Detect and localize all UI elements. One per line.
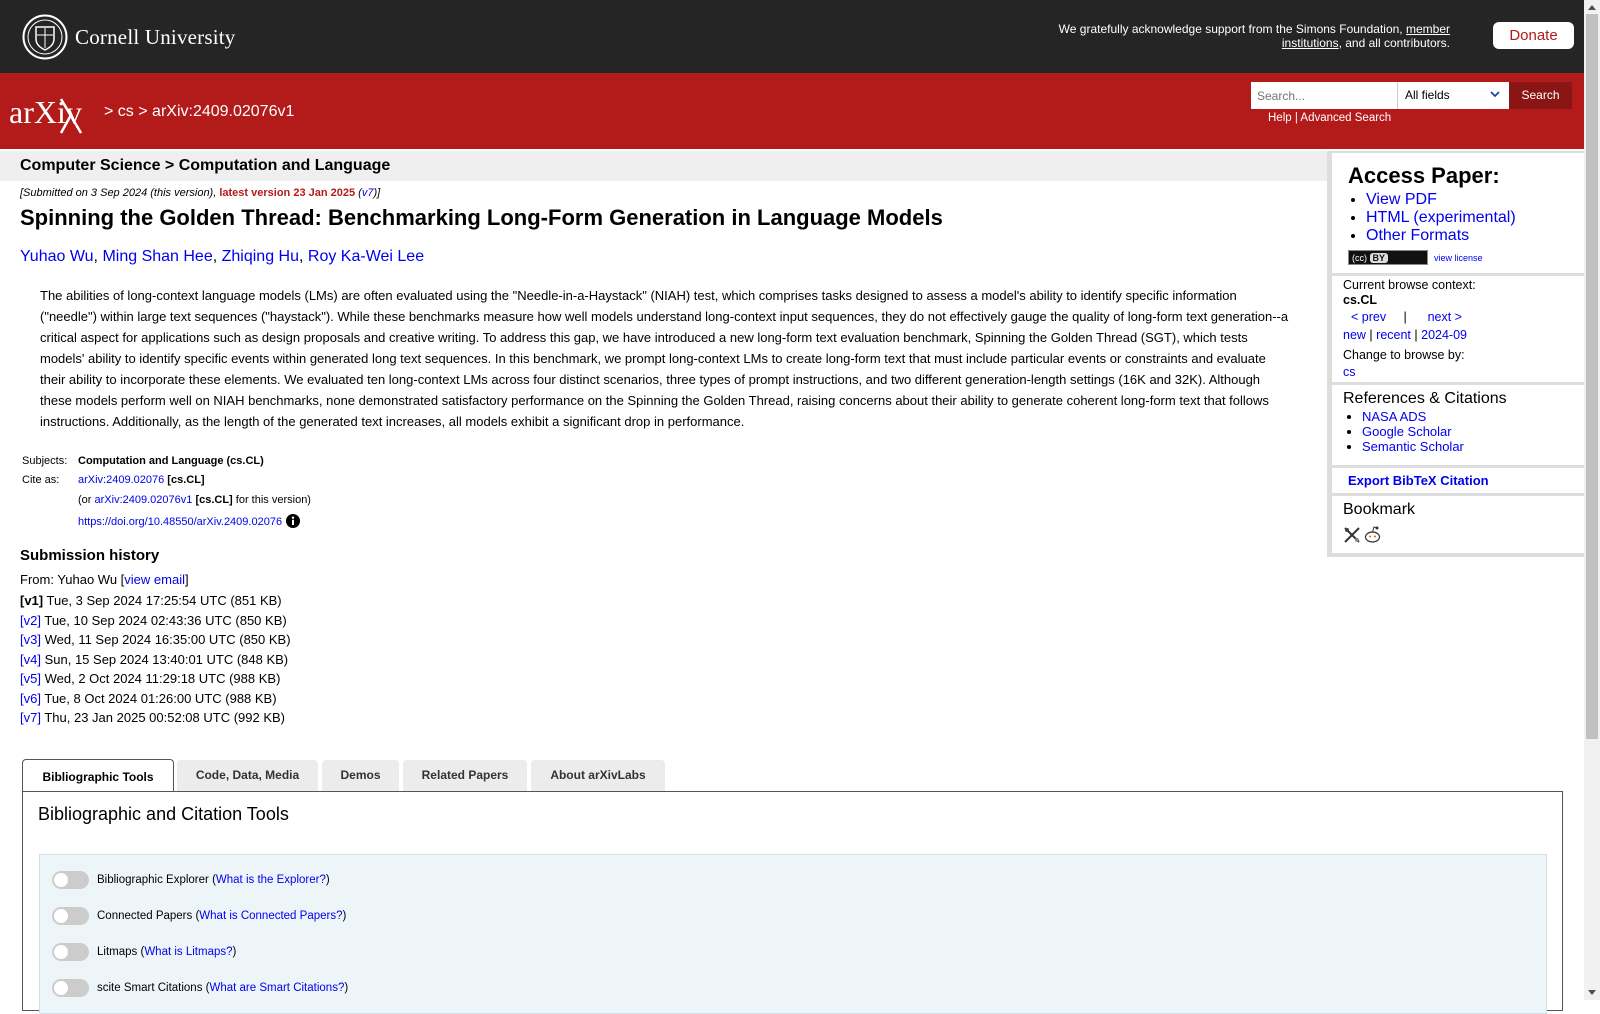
bibsonomy-icon[interactable] bbox=[1343, 526, 1361, 544]
license-row bbox=[1348, 250, 1483, 265]
version-link[interactable]: [v7] bbox=[20, 710, 41, 725]
version-link[interactable]: [v2] bbox=[20, 612, 41, 628]
tool-row: Connected Papers ( What is Connected Papers? ) bbox=[52, 907, 346, 925]
export-box bbox=[1332, 468, 1585, 493]
access-paper-box bbox=[1332, 153, 1585, 273]
browse-cs-link[interactable]: cs bbox=[1343, 365, 1356, 379]
author-link[interactable]: Zhiqing Hu bbox=[221, 248, 299, 265]
nasa-ads-link[interactable]: NASA ADS bbox=[1362, 409, 1427, 424]
google-scholar-link[interactable]: Google Scholar bbox=[1362, 424, 1452, 439]
version-link[interactable]: [v4] bbox=[20, 651, 41, 667]
category-header bbox=[0, 151, 1327, 181]
search-button[interactable]: Search bbox=[1509, 82, 1572, 109]
submission-note: [Submitted on 3 Sep 2024 (this version), latest version 23 Jan 2025 (v7)] bbox=[20, 187, 381, 199]
latest-version-link[interactable]: v7 bbox=[361, 187, 374, 199]
bookmark-title: Bookmark bbox=[1343, 501, 1416, 518]
tool-info-link[interactable]: What is Litmaps? bbox=[144, 946, 233, 958]
scroll-up-icon[interactable] bbox=[1588, 5, 1596, 10]
cornell-seal-icon bbox=[22, 14, 68, 60]
tab-panel bbox=[22, 791, 1563, 1011]
cornell-logo[interactable] bbox=[22, 14, 236, 60]
other-formats-link[interactable]: Other Formats bbox=[1366, 227, 1470, 244]
references-box bbox=[1332, 385, 1585, 465]
version-item: [v1] Tue, 3 Sep 2024 17:25:54 UTC (851 KB) bbox=[20, 593, 282, 608]
view-pdf-link[interactable]: View PDF bbox=[1366, 191, 1437, 208]
version-item: [v3] Wed, 11 Sep 2024 16:35:00 UTC (850 KB) bbox=[20, 632, 291, 647]
help-link[interactable]: Help bbox=[1268, 112, 1292, 124]
access-paper-title: Access Paper: bbox=[1348, 163, 1500, 188]
author-link[interactable]: Roy Ka-Wei Lee bbox=[307, 248, 425, 265]
prev-link[interactable]: < prev bbox=[1351, 310, 1387, 324]
version-item: [v5] Wed, 2 Oct 2024 11:29:18 UTC (988 KB) bbox=[20, 671, 281, 686]
tool-info-link[interactable]: What are Smart Citations? bbox=[209, 982, 345, 994]
bookmark-box bbox=[1332, 496, 1585, 553]
export-bibtex-link[interactable]: Export BibTeX Citation bbox=[1348, 473, 1489, 488]
tools-list bbox=[39, 854, 1547, 1014]
version-item: [v6] Tue, 8 Oct 2024 01:26:00 UTC (988 KB) bbox=[20, 690, 277, 706]
latest-version: latest version 23 Jan 2025 bbox=[219, 187, 356, 199]
html-link[interactable]: HTML (experimental) bbox=[1366, 209, 1516, 226]
scroll-thumb[interactable] bbox=[1586, 14, 1598, 739]
cite-id-link[interactable]: arXiv:2409.02076 bbox=[78, 474, 165, 486]
tab-demos[interactable]: Demos bbox=[322, 760, 399, 791]
scroll-down-icon[interactable] bbox=[1588, 990, 1596, 995]
references-title: References & Citations bbox=[1343, 390, 1507, 407]
author-link[interactable]: Ming Shan Hee bbox=[102, 248, 213, 265]
arxiv-logo-text: arXiv bbox=[9, 94, 82, 130]
advanced-search-link[interactable]: Advanced Search bbox=[1300, 112, 1392, 124]
toggle-switch[interactable] bbox=[52, 907, 89, 925]
view-email-link[interactable]: view email bbox=[124, 572, 185, 587]
sidebar bbox=[1327, 151, 1585, 557]
page-scrollbar[interactable] bbox=[1584, 0, 1600, 1000]
version-item: [v4] Sun, 15 Sep 2024 13:40:01 UTC (848 KB) bbox=[20, 651, 289, 667]
cc-by-badge[interactable]: (cc) BY bbox=[1348, 250, 1428, 265]
version-item: [v7] Thu, 23 Jan 2025 00:52:08 UTC (992 KB) bbox=[20, 710, 286, 725]
recent-link[interactable]: recent bbox=[1376, 328, 1411, 342]
next-link[interactable]: next > bbox=[1427, 310, 1462, 324]
panel-title: Bibliographic and Citation Tools bbox=[38, 804, 289, 824]
chevron-down-icon bbox=[1489, 88, 1501, 100]
tool-info-link[interactable]: What is the Explorer? bbox=[215, 874, 326, 886]
abstract: The abilities of long-context language models (LMs) are often evaluated using the "Needle-in-a-Haystack" (NIAH) test, which comprises tasks designed to assess a model's ability to identify specific information ("needle") within large text sequences ("haystack"). While these benchmarks measure how well models understand long-context input sequences, they do not effectively gauge the quality of long-form text generation--a critical aspect for applications such as design proposals and creative writing. To address this gap, we have introduced a new long-form text evaluation benchmark, Spinning the Golden Thread (SGT), which tests models' ability to identify specific events within generated long text sequences. In this benchmark, we prompt long-context LMs to create long-form text that must include particular events or constraints and evaluate their ability to incorporate these elements. We evaluated ten long-context LMs across four distinct scenarios, three types of prompt instructions, and two different generation-length settings (16K and 32K). Although these models perform well on NIAH benchmarks, none demonstrated satisfactory performance on the Spinning the Golden Thread, raising concerns about their ability to generate coherent long-form text that follows instructions. Additionally, as the length of the generated text increases, all models exhibit a significant drop in performance. bbox=[40, 288, 1289, 429]
tool-row: Litmaps ( What is Litmaps? ) bbox=[52, 943, 236, 961]
subjects-value: Computation and Language (cs.CL) bbox=[78, 455, 264, 467]
submission-history-title: Submission history bbox=[20, 547, 160, 564]
member-institutions-link[interactable]: member institutions bbox=[1281, 22, 1450, 50]
author-list: Yuhao Wu, Ming Shan Hee, Zhiqing Hu, Roy Ka-Wei Lee bbox=[20, 248, 425, 265]
cite-version-link[interactable]: arXiv:2409.02076v1 bbox=[94, 494, 193, 506]
reddit-icon[interactable] bbox=[1363, 525, 1382, 544]
doi-link[interactable]: https://doi.org/10.48550/arXiv.2409.02076 bbox=[78, 516, 283, 528]
tab-code-data-media[interactable]: Code, Data, Media bbox=[177, 760, 318, 791]
version-item: [v2] Tue, 10 Sep 2024 02:43:36 UTC (850 KB) bbox=[20, 612, 287, 628]
info-icon[interactable] bbox=[286, 514, 300, 528]
version-link[interactable]: [v6] bbox=[20, 690, 41, 706]
search-field-select[interactable]: All fields bbox=[1397, 82, 1509, 109]
view-license-link[interactable]: view license bbox=[1434, 252, 1483, 263]
tab-bibliographic-tools[interactable]: Bibliographic Tools bbox=[22, 759, 174, 792]
donate-button[interactable]: Donate bbox=[1493, 22, 1574, 49]
top-banner bbox=[0, 0, 1584, 73]
submitter: From: Yuhao Wu [view email] bbox=[20, 572, 189, 587]
breadcrumb-cs[interactable]: cs bbox=[117, 103, 134, 120]
breadcrumb: > cs > arXiv:2409.02076v1 bbox=[104, 103, 295, 120]
toggle-switch[interactable] bbox=[52, 979, 89, 997]
prev-next-row: < prev | next > bbox=[1351, 310, 1462, 324]
browse-links-row: new | recent | 2024-09 bbox=[1343, 328, 1467, 342]
help-links: Help | Advanced Search bbox=[1268, 112, 1392, 124]
paper-title: Spinning the Golden Thread: Benchmarking Long-Form Generation in Language Models bbox=[20, 205, 943, 230]
arxiv-header bbox=[0, 73, 1584, 149]
toggle-switch[interactable] bbox=[52, 943, 89, 961]
tab-related-papers[interactable]: Related Papers bbox=[403, 760, 527, 791]
tool-row: scite Smart Citations ( What are Smart Citations? ) bbox=[52, 979, 348, 997]
arxiv-logo[interactable] bbox=[9, 93, 101, 135]
semantic-scholar-link[interactable]: Semantic Scholar bbox=[1362, 439, 1464, 454]
new-link[interactable]: new bbox=[1343, 328, 1366, 342]
author-link[interactable]: Yuhao Wu bbox=[20, 248, 94, 265]
browse-context-box: Current browse context: cs.CL < prev | next > new | recent | 2024-09 Change to browse by: cs bbox=[1332, 276, 1585, 382]
browse-context: cs.CL bbox=[1343, 293, 1378, 307]
category-title: Computer Science > Computation and Language bbox=[20, 157, 391, 174]
tab-about-arxivlabs[interactable]: About arXivLabs bbox=[531, 760, 665, 791]
version-link[interactable]: [v5] bbox=[20, 671, 41, 686]
version-link[interactable]: [v3] bbox=[20, 632, 41, 647]
breadcrumb-paper-id: arXiv:2409.02076v1 bbox=[152, 103, 295, 120]
search-input[interactable] bbox=[1251, 82, 1397, 109]
tool-info-link[interactable]: What is Connected Papers? bbox=[199, 910, 343, 922]
version-list bbox=[20, 591, 291, 728]
cornell-name: Cornell University bbox=[75, 24, 236, 49]
tool-row: Bibliographic Explorer ( What is the Explorer? ) bbox=[52, 871, 330, 889]
month-link[interactable]: 2024-09 bbox=[1421, 328, 1467, 342]
support-message: We gratefully acknowledge support from the Simons Foundation, member institutions, and all contributors. bbox=[1058, 22, 1450, 50]
toggle-switch[interactable] bbox=[52, 871, 89, 889]
